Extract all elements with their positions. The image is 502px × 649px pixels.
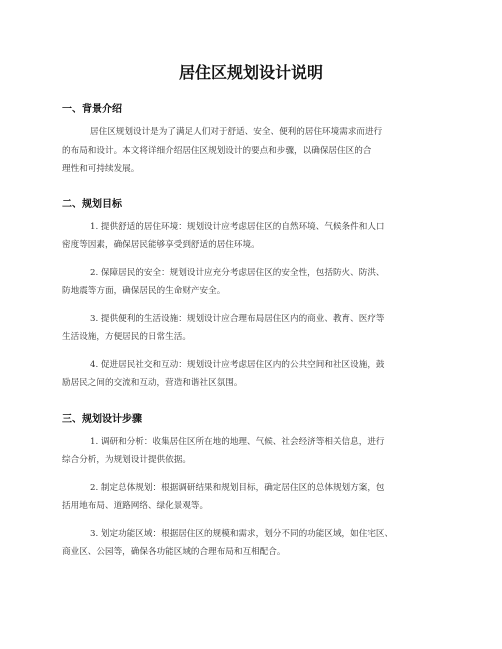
section-heading-background: 一、背景介绍: [62, 104, 122, 115]
list-item-line: 3. 划定功能区域：根据居住区的规模和需求，划分不同的功能区域，如住宅区、: [90, 529, 394, 539]
list-item-line: 2. 制定总体规划：根据调研结果和规划目标，确定居住区的总体规划方案，包: [90, 483, 385, 493]
list-item-line: 密度等因素，确保居民能够享受到舒适的居住环境。: [62, 240, 260, 250]
paragraph-line: 理性和可持续发展。: [62, 164, 140, 174]
list-item-line: 商业区、公园等，确保各功能区域的合理布局和互相配合。: [62, 547, 286, 557]
list-item-line: 防地震等方面，确保居民的生命财产安全。: [62, 286, 226, 296]
page-title: 居住区规划设计说明: [178, 63, 323, 82]
list-item-line: 励居民之间的交流和互动，营造和谐社区氛围。: [62, 378, 243, 388]
list-item-line: 1. 调研和分析：收集居住区所在地的地理、气候、社会经济等相关信息，进行: [90, 437, 385, 447]
list-item-line: 2. 保障居民的安全：规划设计应充分考虑居住区的安全性，包括防火、防洪、: [90, 268, 385, 278]
list-item-line: 括用地布局、道路网络、绿化景观等。: [62, 501, 209, 511]
section-heading-steps: 三、规划设计步骤: [62, 414, 142, 425]
paragraph-line: 居住区规划设计是为了满足人们对于舒适、安全、便利的居住环境需求而进行: [90, 127, 383, 137]
list-item-line: 4. 促进居民社交和互动：规划设计应考虑居住区内的公共空间和社区设施，鼓: [90, 360, 385, 370]
list-item-line: 1. 提供舒适的居住环境：规划设计应考虑居住区的自然环境、气候条件和人口: [90, 222, 385, 232]
paragraph-line: 的布局和设计。本文将详细介绍居住区规划设计的要点和步骤，以确保居住区的合: [62, 146, 372, 156]
list-item-line: 生活设施，方便居民的日常生活。: [62, 332, 191, 342]
list-item-line: 3. 提供便利的生活设施：规划设计应合理布局居住区内的商业、教育、医疗等: [90, 314, 385, 324]
section-heading-goals: 二、规划目标: [62, 199, 122, 210]
list-item-line: 综合分析，为规划设计提供依据。: [62, 455, 191, 465]
